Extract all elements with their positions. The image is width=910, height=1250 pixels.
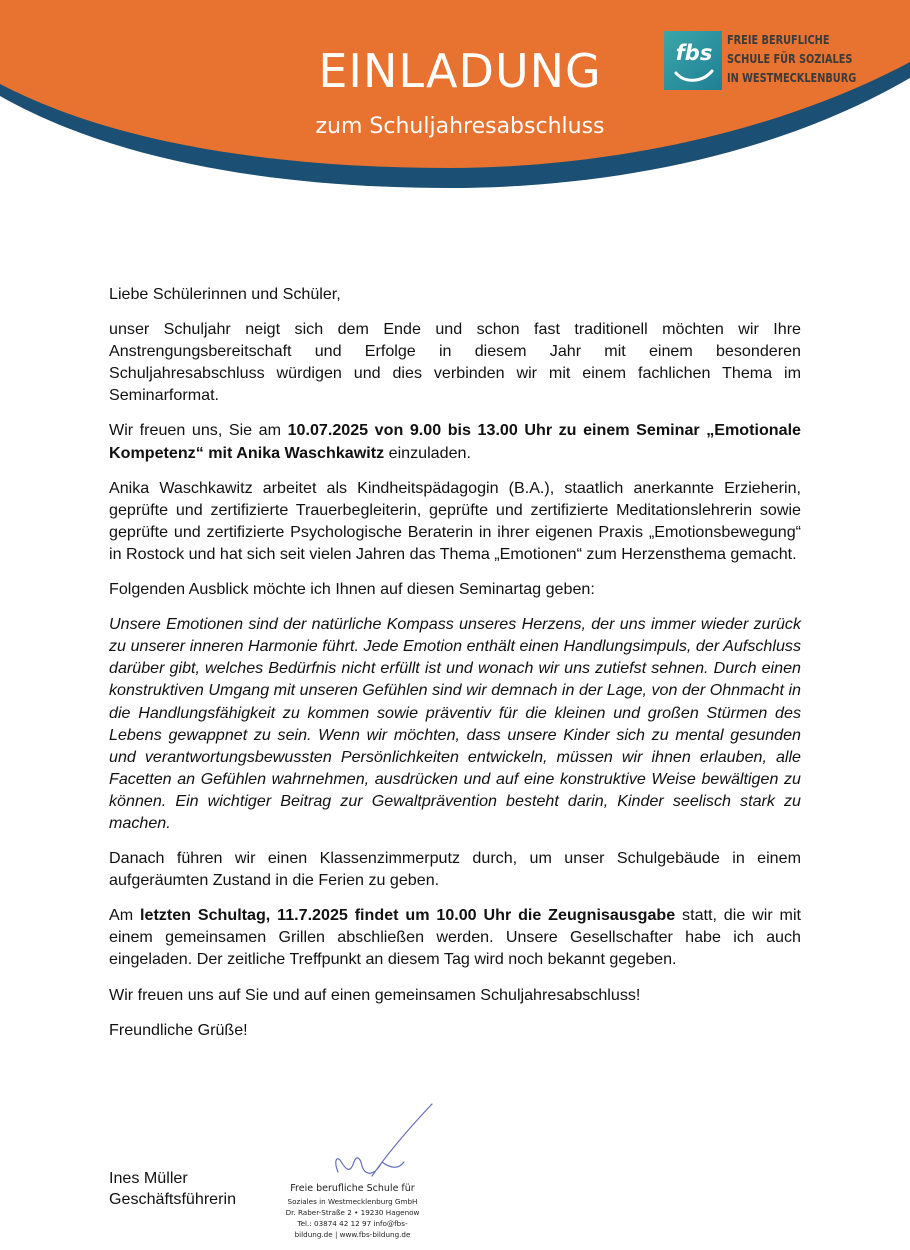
logo-mark-text: fbs [675,41,713,65]
stamp-line-4: Tel.: 03874 42 12 97 info@fbs- [297,1219,408,1228]
hand-icon [674,67,714,85]
seminar-details: 10.07.2025 von 9.00 bis 13.00 Uhr zu einem Seminar „Emotionale Kompetenz“ mit Anika Waschkawitz [109,421,801,462]
logo-line-2: SCHULE FÜR SOZIALES [727,51,853,66]
stamp-line-5: bildung.de | www.fbs-bildung.de [294,1230,411,1239]
paragraph-speaker: Anika Waschkawitz arbeitet als Kindheitspädagogin (B.A.), staatlich anerkannte Erzieherin, geprüfte und zertifizierte Trauerbegleiterin, geprüfte und zertifizierte Meditationslehrerin sowie geprüfte und zertifizierte Psychologische Beraterin in ihrer eigenen Praxis „Emotionsbewegung“ in Rostock und hat sich seit vielen Jahren das Thema „Emotionen“ zum Herzensthema gemacht. [109,478,801,563]
page-subtitle: zum Schuljahresabschluss [315,114,605,139]
paragraph-outlook: Folgenden Ausblick möchte ich Ihnen auf diesen Seminartag geben: [109,580,595,599]
last-day-details: letzten Schultag, 11.7.2025 findet um 10.00 Uhr die Zeugnisausgabe [140,906,676,925]
stamp-line-1: Freie berufliche Schule für [290,1183,415,1194]
logo-line-1: FREIE BERUFLICHE [727,32,830,47]
last-day-text-end: statt, die wir mit einem gemeinsamen Grillen abschließen werden. Unsere Gesellschafter habe ich auch eingeladen. Der zeitliche Treffpunkt an diesem Tag wird noch bekannt gegeben. [109,906,801,969]
signer-role: Geschäftsführerin [109,1190,237,1208]
seminar-quote: Unsere Emotionen sind der natürliche Kompass unseres Herzens, der uns immer wieder zurück zu unserer inneren Harmonie führt. Jede Emotion enthält einen Handlungsimpuls, der Aufschluss darüber gibt, welches Bedürfnis nicht erfüllt ist und wonach wir uns zutiefst sehnen. Durch einen konstruktiven Umgang mit unseren Gefühlen sind wir demnach in der Lage, von der Ohnmacht in die Handlungsfähigkeit zu kommen sowie präventiv für die kleinen und großen Stürmen des Lebens gewappnet zu sein. Wenn wir möchten, dass unsere Kinder sich zu mental gesunden und verantwortungsbewussten Persönlichkeiten entwickeln, müssen wir ihnen erlauben, alle Facetten an Gefühlen wahrnehmen, ausdrücken und auf eine konstruktive Weise bewältigen zu können. Ein wichtiger Beitrag zur Gewaltprävention besteht darin, Kinder seelisch stark zu machen. [109,615,801,832]
paragraph-closing-wish: Wir freuen uns auf Sie und auf einen gemeinsamen Schuljahresabschluss! [109,985,641,1004]
company-stamp [270,1182,435,1240]
logo-line-3: IN WESTMECKLENBURG [727,70,857,85]
closing-salutation: Freundliche Grüße! [109,1020,248,1039]
last-day-text-start: Am [109,906,141,925]
paragraph-seminar [109,419,801,463]
paragraph-last-day [109,904,801,970]
handwritten-signature [320,1100,440,1190]
school-logo [664,30,864,94]
paragraph-cleanup: Danach führen wir einen Klassenzimmerputz durch, um unser Schulgebäude in einem aufgeräumten Zustand in die Ferien zu geben. [109,849,801,890]
seminar-text-start: Wir freuen uns, Sie am [109,421,288,440]
letter-body [109,283,801,1054]
paragraph-intro: unser Schuljahr neigt sich dem Ende und schon fast traditionell möchten wir Ihre Anstrengungsbereitschaft und Erfolge in diesem Jahr mit einem besonderen Schuljahresabschluss würdigen und dies verbinden wir mit einem fachlichen Thema im Seminarformat. [109,320,801,405]
seminar-text-end: einzuladen. [384,443,471,462]
stamp-line-3: Dr. Raber-Straße 2 • 19230 Hagenow [285,1208,420,1217]
signer-name: Ines Müller [109,1169,188,1187]
signature-block [109,1168,236,1210]
logo-wordmark [727,30,856,87]
page-title: EINLADUNG [318,44,602,98]
logo-mark [664,31,722,90]
stamp-line-2: Soziales in Westmecklenburg GmbH [287,1197,418,1206]
greeting: Liebe Schülerinnen und Schüler, [109,285,341,303]
